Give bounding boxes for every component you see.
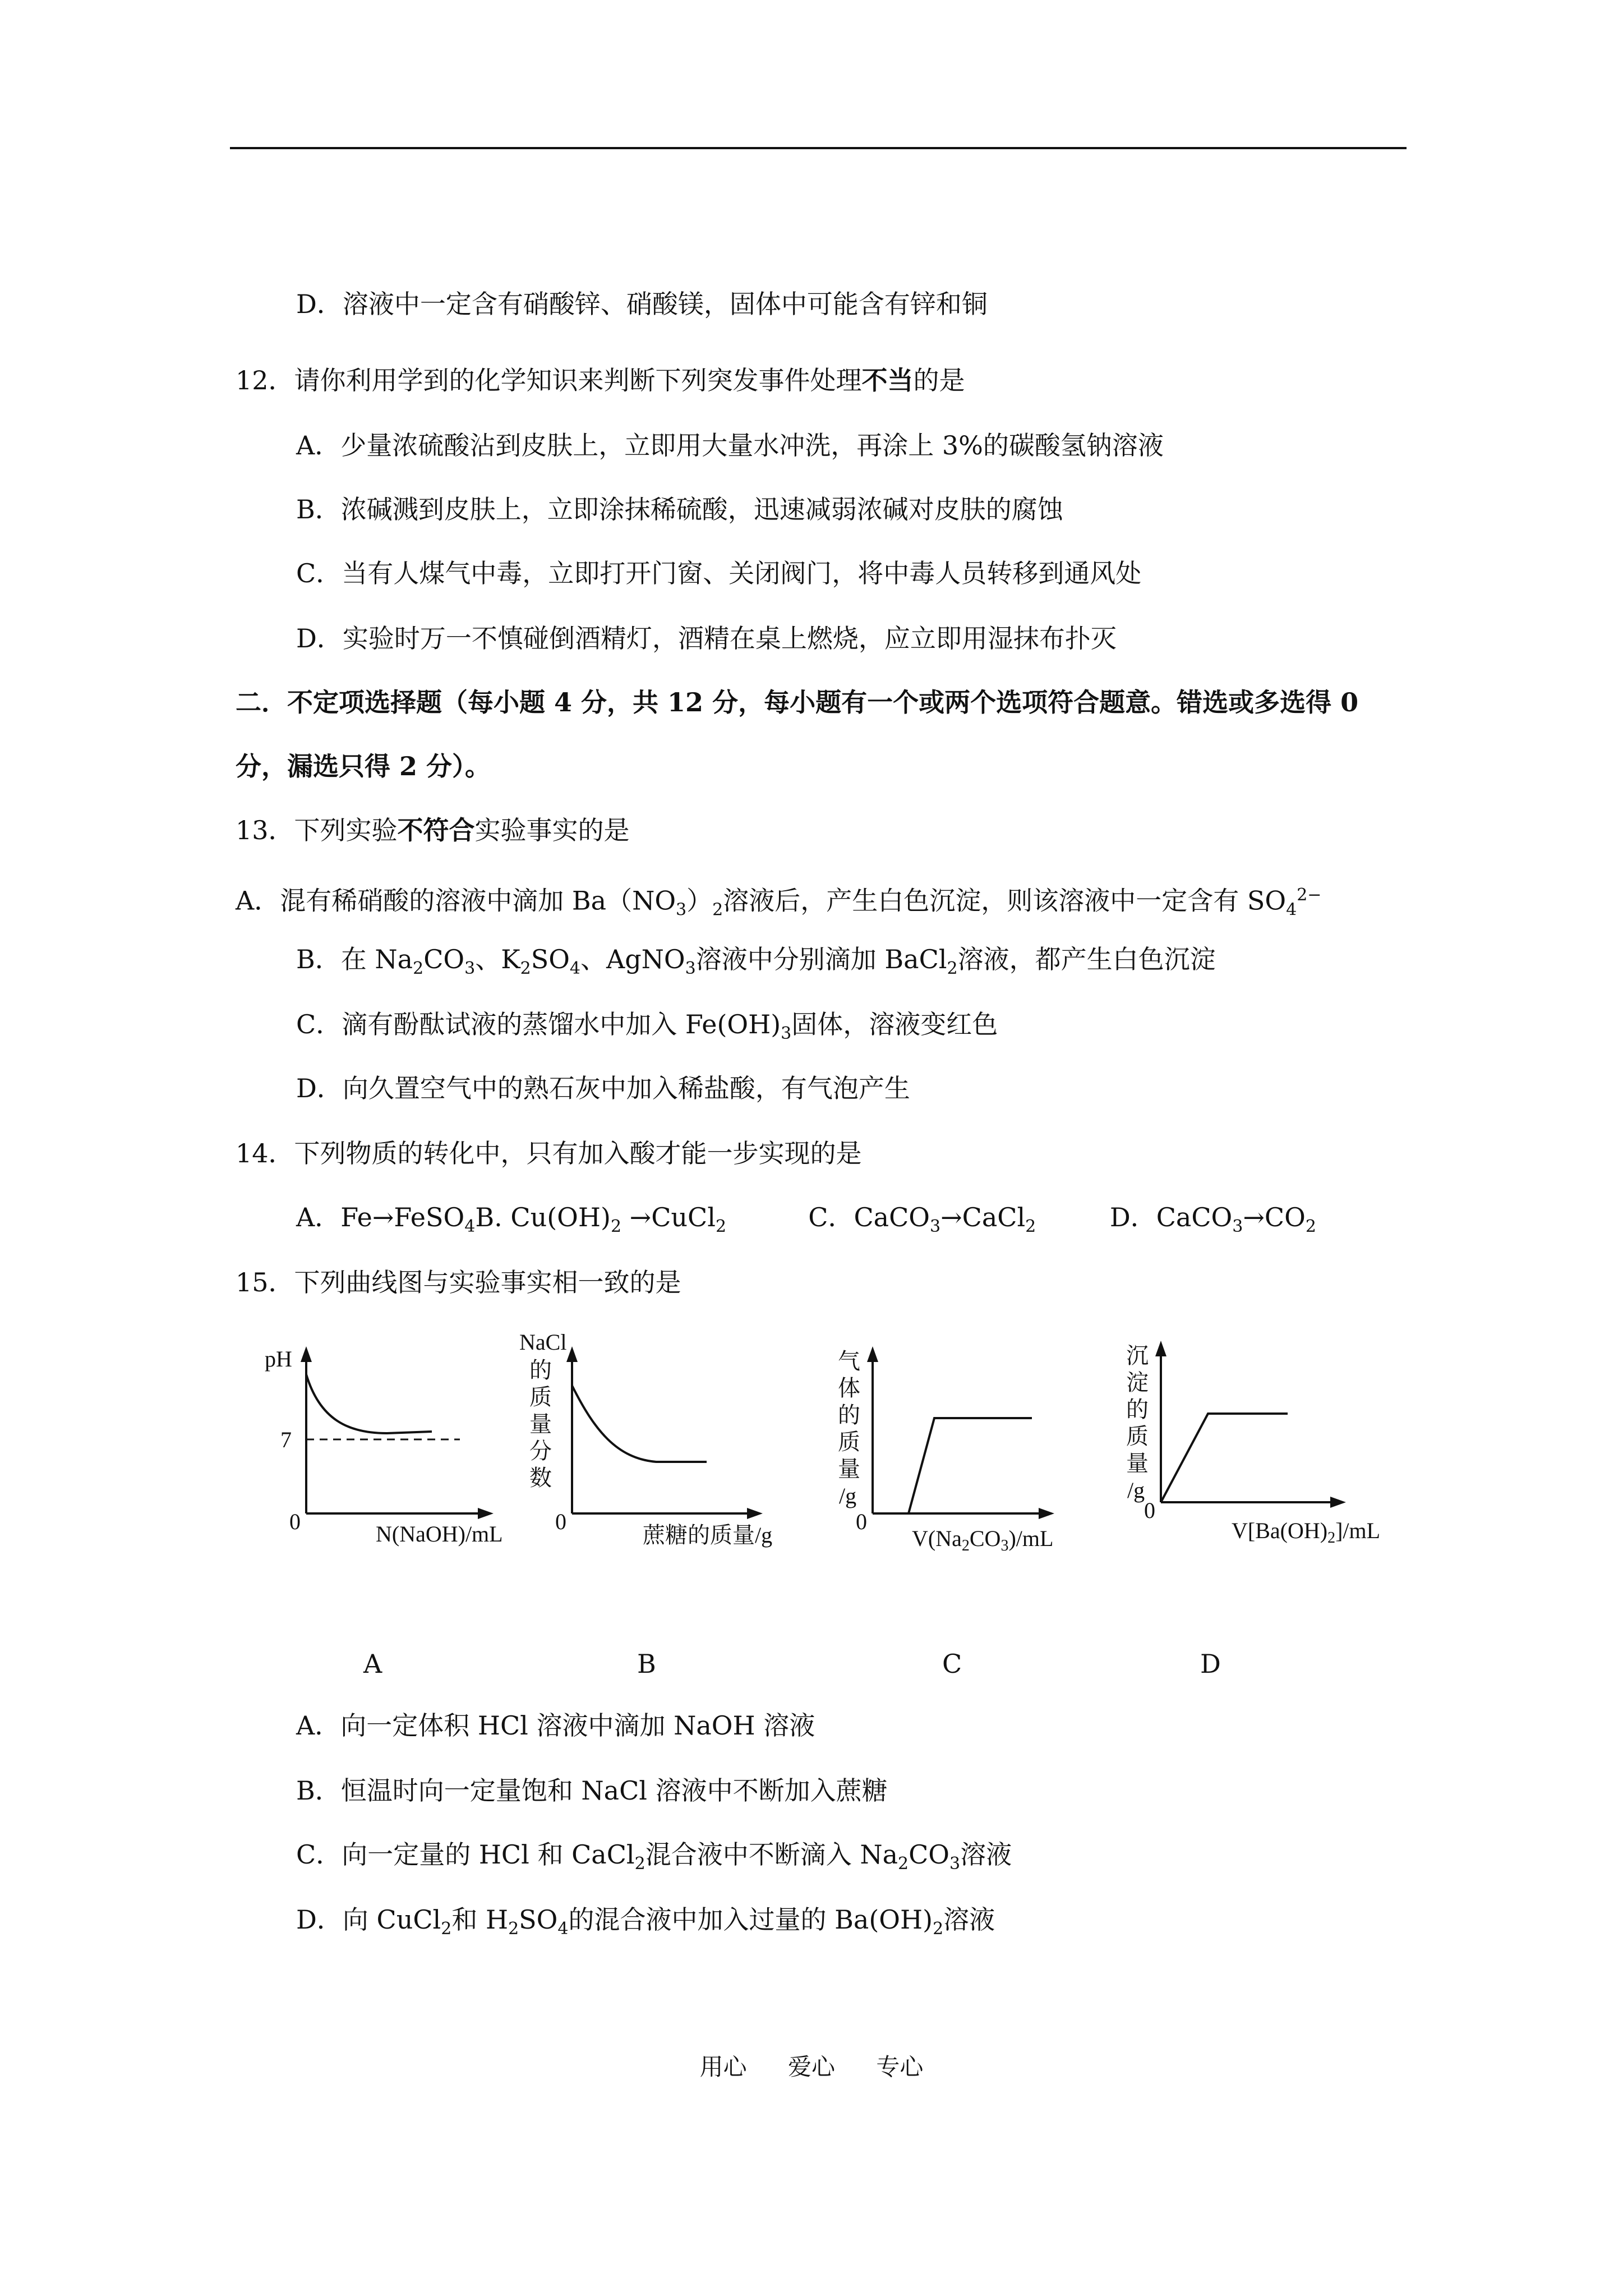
- text-run: 3: [949, 1854, 961, 1874]
- text-line-q15: [236, 1266, 681, 1299]
- text-run: D．CaCO: [1036, 1202, 1233, 1232]
- text-line-q13a: [236, 878, 1321, 927]
- text-run: 2: [441, 1919, 452, 1939]
- text-line-q13c: [296, 1007, 998, 1051]
- text-line-sec2a: [236, 685, 1358, 719]
- text-run: 固体，溶液变红色: [791, 1009, 998, 1039]
- text-run: A．混有稀硝酸的溶液中滴加 Ba（NO: [236, 885, 676, 916]
- text-run: B．恒温时向一定量饱和 NaCl 溶液中不断加入蔗糖: [296, 1775, 888, 1806]
- text-line-q13: [236, 813, 630, 847]
- graph-b-ylabel-4: 分: [529, 1438, 552, 1464]
- graph-b-ylabel-0: NaCl: [519, 1329, 567, 1355]
- text-run: 和 H: [451, 1904, 509, 1935]
- text-line-q12d: [296, 622, 1117, 655]
- graph-c-ylabel-3: 质: [838, 1429, 860, 1455]
- text-run: C．滴有酚酞试液的蒸馏水中加入 Fe(OH): [296, 1009, 781, 1039]
- text-line-q12: [236, 364, 965, 397]
- figure-label-d: D: [1200, 1649, 1221, 1679]
- text-run: 溶液: [960, 1839, 1012, 1870]
- text-run: 2: [520, 959, 531, 979]
- graph-a: [258, 1335, 505, 1548]
- text-line-q12c: [296, 556, 1141, 590]
- text-run: 2: [610, 1217, 622, 1237]
- text-run: CO: [423, 944, 465, 974]
- text-run: 溶液后，产生白色沉淀，则该溶液中一定含有 SO: [723, 885, 1287, 916]
- graph-d-ylabel-0: 沉: [1126, 1343, 1149, 1368]
- graph-c-ylabel-0: 气: [838, 1349, 860, 1374]
- text-run: 2: [413, 959, 424, 979]
- graph-b: [516, 1324, 796, 1548]
- text-run: 混合液中不断滴入 Na: [645, 1839, 898, 1870]
- graph-d-ylabel-5: /g: [1127, 1478, 1145, 1503]
- footer-word: 专心: [876, 2053, 924, 2081]
- text-run: 15．下列曲线图与实验事实相一致的是: [236, 1267, 681, 1297]
- text-run: B．浓碱溅到皮肤上，立即涂抹稀硫酸，迅速减弱浓碱对皮肤的腐蚀: [296, 494, 1063, 524]
- graph-c-xlabel: $V(Na_2CO_3)/mL$: [912, 1526, 1054, 1554]
- graph-c-ylabel-1: 体: [838, 1375, 860, 1401]
- text-run: 3: [685, 959, 696, 979]
- text-run: 、K: [475, 944, 520, 974]
- graph-d-ylabel-2: 的: [1126, 1397, 1149, 1422]
- text-run: C．向一定量的 HCl 和 CaCl: [296, 1839, 635, 1870]
- footer-word: 用心: [699, 2053, 747, 2081]
- text-run: →CO: [1243, 1202, 1306, 1232]
- text-run: B．在 Na: [296, 944, 413, 974]
- text-run: 分，漏选只得 2 分）。: [236, 751, 491, 781]
- text-line-sec2b: [236, 749, 491, 783]
- text-run: D．溶液中一定含有硝酸锌、硝酸镁，固体中可能含有锌和铜: [296, 289, 988, 319]
- text-run: 溶液中分别滴加 BaCl: [695, 944, 947, 974]
- text-run: 2: [933, 1919, 944, 1939]
- text-line-q15b: [296, 1774, 888, 1807]
- text-run: A．向一定体积 HCl 溶液中滴加 NaOH 溶液: [296, 1710, 815, 1741]
- text-run: A．Fe→FeSO: [296, 1202, 465, 1232]
- graph-d-origin: 0: [1144, 1498, 1155, 1523]
- text-run: C．CaCO: [726, 1202, 930, 1232]
- graph-d: [1099, 1324, 1402, 1559]
- text-run: 2: [947, 959, 958, 979]
- text-run: 12．请你利用学到的化学知识来判断下列突发事件处理: [236, 365, 862, 395]
- text-line-q14: [236, 1137, 862, 1170]
- text-line-q14opts: [296, 1200, 1316, 1244]
- text-run: A．少量浓硫酸沾到皮肤上，立即用大量水冲洗，再涂上 3%的碳酸氢钠溶液: [296, 430, 1164, 461]
- graph-a-ytick: 7: [280, 1427, 292, 1452]
- text-run: D．向久置空气中的熟石灰中加入稀盐酸，有气泡产生: [296, 1073, 910, 1103]
- text-run: 溶液，都产生白色沉淀: [957, 944, 1216, 974]
- text-run: 实验事实的是: [474, 815, 630, 845]
- graph-d-xlabel: $V[Ba(OH)_2]/mL$: [1232, 1518, 1381, 1547]
- text-run: 的混合液中加入过量的 Ba(OH): [568, 1904, 933, 1935]
- figure-label-b: B: [637, 1649, 656, 1679]
- graph-c-ylabel-5: /g: [839, 1483, 857, 1508]
- text-run: 、AgNO: [580, 944, 685, 974]
- text-run: →CuCl: [621, 1202, 716, 1232]
- text-line-q12a: [296, 429, 1164, 462]
- text-run: 3: [781, 1024, 792, 1044]
- text-run: 4: [1286, 900, 1297, 920]
- figure-label-c: C: [942, 1649, 962, 1679]
- text-run: 的是: [913, 365, 965, 395]
- text-run: 2: [898, 1854, 909, 1874]
- text-line-q13d: [296, 1071, 910, 1105]
- graph-c-ylabel-4: 量: [838, 1456, 860, 1481]
- text-run: 3: [1232, 1217, 1243, 1237]
- text-line-q15a: [296, 1709, 815, 1742]
- text-run: CO: [909, 1839, 950, 1870]
- text-run: 4: [557, 1919, 569, 1939]
- text-run: 2: [1305, 1217, 1316, 1237]
- text-run: ）: [686, 885, 713, 916]
- graph-b-ylabel-2: 质: [529, 1384, 552, 1410]
- text-line-q15c: [296, 1838, 1012, 1881]
- text-run: 不符合: [397, 815, 475, 845]
- text-line-q13b: [296, 942, 1216, 986]
- text-run: SO: [519, 1904, 558, 1935]
- text-run: 溶液: [943, 1904, 995, 1935]
- text-run: 3: [929, 1217, 941, 1237]
- text-run: 2−: [1297, 885, 1322, 905]
- footer-word: 爱心: [787, 2053, 835, 2081]
- text-run: 13．下列实验: [236, 815, 398, 845]
- graph-a-origin: 0: [289, 1509, 301, 1534]
- text-line-q11d: [296, 287, 988, 321]
- graph-a-ylabel: pH: [265, 1346, 292, 1372]
- text-run: 14．下列物质的转化中，只有加入酸才能一步实现的是: [236, 1138, 862, 1168]
- text-line-q15d: [296, 1903, 995, 1946]
- page-footer: [0, 2049, 1623, 2082]
- text-run: SO: [531, 944, 570, 974]
- header-rule: [230, 147, 1407, 149]
- graph-d-ylabel-3: 质: [1126, 1424, 1149, 1449]
- text-run: C．当有人煤气中毒，立即打开门窗、关闭阀门，将中毒人员转移到通风处: [296, 558, 1142, 588]
- text-run: 二．不定项选择题（每小题 4 分，共 12 分，每小题有一个或两个选项符合题意。错选或多选得 0: [236, 687, 1359, 717]
- graph-b-origin: 0: [555, 1509, 566, 1534]
- text-run: 3: [464, 959, 476, 979]
- graph-c: [808, 1324, 1099, 1559]
- text-run: D．向 CuCl: [296, 1904, 441, 1935]
- graph-c-origin: 0: [856, 1509, 867, 1534]
- text-line-q12b: [296, 493, 1063, 526]
- graph-b-xlabel: 蔗糖的质量/g: [643, 1522, 773, 1548]
- figure-label-a: A: [363, 1649, 382, 1679]
- graph-d-ylabel-1: 淀: [1126, 1370, 1149, 1395]
- text-run: 2: [715, 1217, 727, 1237]
- text-run: 2: [508, 1919, 519, 1939]
- graph-b-ylabel-1: 的: [529, 1358, 552, 1383]
- text-run: 4: [464, 1217, 476, 1237]
- text-run: 4: [569, 959, 581, 979]
- text-run: 2: [634, 1854, 645, 1874]
- text-run: 不当: [861, 365, 914, 395]
- text-run: 3: [676, 900, 687, 920]
- text-run: B. Cu(OH): [475, 1202, 611, 1232]
- text-run: D．实验时万一不慎碰倒酒精灯，酒精在桌上燃烧，应立即用湿抹布扑灭: [296, 623, 1117, 654]
- graph-b-ylabel-5: 数: [529, 1465, 552, 1490]
- graph-c-ylabel-2: 的: [838, 1402, 860, 1428]
- graph-a-xlabel: N(NaOH)/mL: [376, 1521, 503, 1547]
- graph-b-ylabel-3: 量: [529, 1411, 552, 1437]
- text-run: →CaCl: [940, 1202, 1026, 1232]
- text-run: 2: [712, 900, 723, 920]
- graph-d-ylabel-4: 量: [1126, 1451, 1149, 1476]
- text-run: 2: [1025, 1217, 1036, 1237]
